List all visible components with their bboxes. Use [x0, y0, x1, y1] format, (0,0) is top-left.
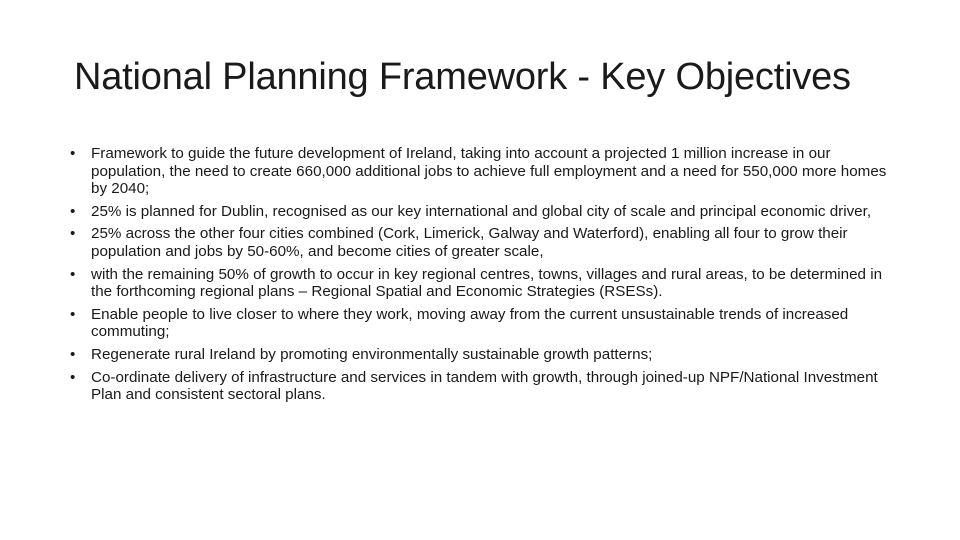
- bullet-item: [70, 306, 900, 341]
- bullet-dot-icon: •: [70, 225, 76, 243]
- bullet-text: with the remaining 50% of growth to occur in key regional centres, towns, villages and rural areas, to be determined in the forthcoming regional plans – Regional Spatial and Economic Strategies (RSESs).: [91, 265, 883, 301]
- bullet-item: [70, 145, 900, 198]
- bullet-list: [70, 145, 900, 409]
- slide-title: National Planning Framework - Key Objectives: [74, 56, 851, 98]
- bullet-text: Enable people to live closer to where they work, moving away from the current unsustainable trends of increased commuting;: [91, 305, 849, 341]
- bullet-dot-icon: •: [70, 265, 76, 283]
- bullet-dot-icon: •: [70, 202, 76, 220]
- bullet-dot-icon: •: [70, 145, 76, 162]
- bullet-dot-icon: •: [70, 368, 76, 386]
- bullet-text: Framework to guide the future development of Ireland, taking into account a projected 1 million increase in our population, the need to create 660,000 additional jobs to achieve full employment and a need for 550,000 more homes by 2040;: [91, 145, 887, 198]
- bullet-item: [70, 225, 900, 260]
- bullet-text: 25% is planned for Dublin, recognised as our key international and global city of scale and principal economic driver,: [91, 202, 872, 220]
- bullet-text: 25% across the other four cities combined (Cork, Limerick, Galway and Waterford), enabling all four to grow their population and jobs by 50-60%, and become cities of greater scale,: [91, 225, 848, 260]
- bullet-item: [70, 266, 900, 301]
- bullet-item: [70, 203, 900, 221]
- bullet-item: [70, 346, 900, 364]
- bullet-dot-icon: •: [70, 345, 76, 363]
- bullet-item: [70, 369, 900, 404]
- bullet-text: Regenerate rural Ireland by promoting environmentally sustainable growth patterns;: [91, 345, 653, 363]
- bullet-text: Co-ordinate delivery of infrastructure and services in tandem with growth, through joined-up NPF/National Investment Plan and consistent sectoral plans.: [91, 368, 878, 404]
- bullet-dot-icon: •: [70, 305, 76, 323]
